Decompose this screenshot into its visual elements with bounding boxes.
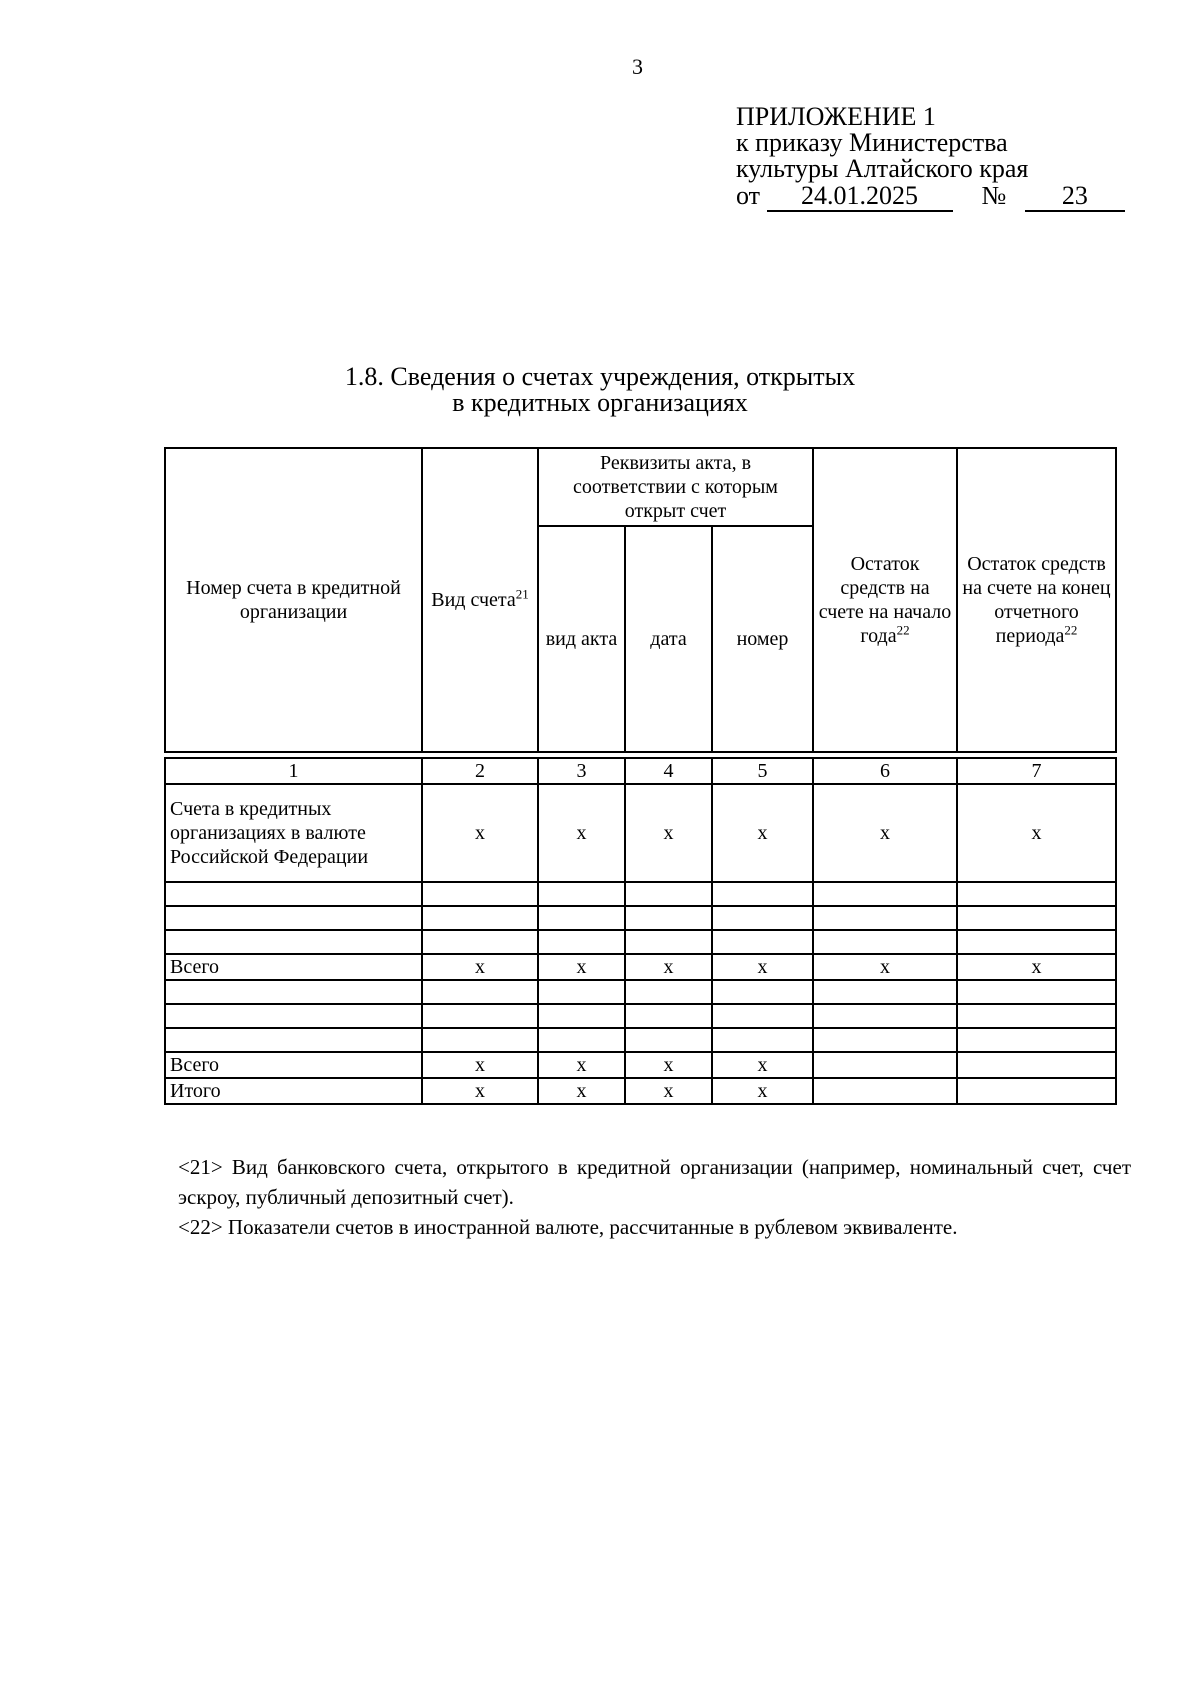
table-cell: [538, 1028, 625, 1052]
table-cell: [538, 906, 625, 930]
table-cell: [813, 1028, 957, 1052]
row-label: [165, 882, 422, 906]
table-row-total: [165, 954, 1116, 980]
table-row: [165, 930, 1116, 954]
row-label: [165, 930, 422, 954]
table-cell: [957, 1078, 1116, 1104]
table-cell: [625, 980, 712, 1004]
table-cell: [813, 906, 957, 930]
row-label: [165, 1004, 422, 1028]
appendix-title: ПРИЛОЖЕНИЕ 1: [736, 102, 936, 131]
table-cell: x: [712, 1052, 813, 1078]
header-act-date: дата: [625, 526, 712, 752]
footnote-22: <22> Показатели счетов в иностранной валюте, рассчитанные в рублевом эквиваленте.: [178, 1215, 958, 1239]
table-cell: [813, 980, 957, 1004]
header-act-type: вид акта: [538, 526, 625, 752]
table-cell: [538, 930, 625, 954]
table-cell: [538, 1004, 625, 1028]
table-cell: [625, 930, 712, 954]
table-cell: x: [625, 1052, 712, 1078]
header-balance-end-label: Остаток средств на счете на конец отчетного периода: [962, 553, 1111, 647]
table-cell: [813, 1052, 957, 1078]
table-cell: [813, 882, 957, 906]
table-cell: [538, 882, 625, 906]
row-label: [165, 906, 422, 930]
table-row: [165, 906, 1116, 930]
table-cell: [422, 1004, 538, 1028]
table-cell: [813, 1004, 957, 1028]
footnote-ref-22: 22: [896, 622, 910, 638]
table-cell: [625, 882, 712, 906]
header-balance-start: [813, 448, 957, 752]
table-cell: [712, 882, 813, 906]
header-act-number: номер: [712, 526, 813, 752]
footnote-ref-21: 21: [515, 586, 529, 602]
column-number: 3: [538, 758, 625, 784]
row-label: Всего: [165, 954, 422, 980]
column-number: 2: [422, 758, 538, 784]
date-prefix: от: [736, 181, 761, 210]
table-cell: [957, 930, 1116, 954]
table-cell: [712, 1028, 813, 1052]
row-label: Всего: [165, 1052, 422, 1078]
header-balance-end: [957, 448, 1116, 752]
footnotes: [178, 1152, 1131, 1242]
table-cell: x: [538, 954, 625, 980]
header-balance-start-label: Остаток средств на счете на начало года: [818, 553, 952, 647]
header-account-type: [422, 448, 538, 752]
table-cell: x: [422, 784, 538, 882]
table-cell: [813, 1078, 957, 1104]
row-label: [165, 980, 422, 1004]
table-cell: [625, 1004, 712, 1028]
order-number: 23: [1025, 182, 1125, 212]
table-cell: [625, 906, 712, 930]
table-cell: x: [813, 954, 957, 980]
table-row: [165, 1004, 1116, 1028]
header-act-details: Реквизиты акта, в соответствии с которым открыт счет: [538, 448, 813, 526]
table-cell: [625, 1028, 712, 1052]
table-cell: x: [813, 784, 957, 882]
table-row-total: [165, 1052, 1116, 1078]
table-cell: [422, 1028, 538, 1052]
table-cell: x: [538, 784, 625, 882]
header-account-type-label: Вид счета: [431, 589, 516, 611]
column-number: 6: [813, 758, 957, 784]
section-title-line-2: в кредитных организациях: [452, 388, 748, 417]
row-label: Счета в кредитных организациях в валюте Российской Федерации: [165, 784, 422, 882]
column-number: 5: [712, 758, 813, 784]
appendix-block: [736, 104, 1125, 212]
table-cell: x: [712, 954, 813, 980]
table-cell: [538, 980, 625, 1004]
table-cell: [957, 1052, 1116, 1078]
table-cell: x: [712, 1078, 813, 1104]
table-row: [165, 784, 1116, 882]
table-cell: x: [957, 954, 1116, 980]
table-cell: x: [422, 954, 538, 980]
table-cell: [957, 1028, 1116, 1052]
appendix-line-3: культуры Алтайского края: [736, 154, 1029, 183]
page-number: 3: [632, 54, 643, 79]
column-number: 4: [625, 758, 712, 784]
section-title: [0, 364, 1200, 416]
footnote-21: <21> Вид банковского счета, открытого в кредитной организации (например, номинальный счет, счет эскроу, публичный депозитный счет).: [178, 1155, 1131, 1209]
table-row-grand-total: [165, 1078, 1116, 1104]
column-number-row: [165, 758, 1116, 784]
appendix-line-2: к приказу Министерства: [736, 128, 1008, 157]
table-cell: x: [538, 1078, 625, 1104]
accounts-table: [164, 447, 1115, 1105]
column-number: 7: [957, 758, 1116, 784]
table-cell: x: [625, 784, 712, 882]
table-cell: [422, 980, 538, 1004]
table-cell: [422, 930, 538, 954]
table-cell: [957, 882, 1116, 906]
table-cell: x: [957, 784, 1116, 882]
table-cell: [712, 930, 813, 954]
row-label: [165, 1028, 422, 1052]
header-account-number: Номер счета в кредитной организации: [165, 448, 422, 752]
table-cell: [712, 906, 813, 930]
table-cell: [422, 906, 538, 930]
number-prefix: №: [981, 181, 1007, 210]
table-cell: [957, 980, 1116, 1004]
appendix-date-line: [736, 182, 1125, 212]
table-cell: [957, 906, 1116, 930]
table-cell: x: [422, 1078, 538, 1104]
table-cell: [422, 882, 538, 906]
table-cell: x: [712, 784, 813, 882]
row-label: Итого: [165, 1078, 422, 1104]
table-cell: x: [538, 1052, 625, 1078]
table-cell: x: [422, 1052, 538, 1078]
table-row: [165, 980, 1116, 1004]
footnote-ref-22: 22: [1064, 622, 1078, 638]
table-cell: x: [625, 954, 712, 980]
section-title-line-1: 1.8. Сведения о счетах учреждения, открытых: [344, 362, 856, 391]
table-row: [165, 1028, 1116, 1052]
column-number: 1: [165, 758, 422, 784]
table-cell: x: [625, 1078, 712, 1104]
table-cell: [957, 1004, 1116, 1028]
table-cell: [712, 1004, 813, 1028]
order-date: 24.01.2025: [767, 182, 953, 212]
table-cell: [712, 980, 813, 1004]
table-cell: [813, 930, 957, 954]
table-row: [165, 882, 1116, 906]
